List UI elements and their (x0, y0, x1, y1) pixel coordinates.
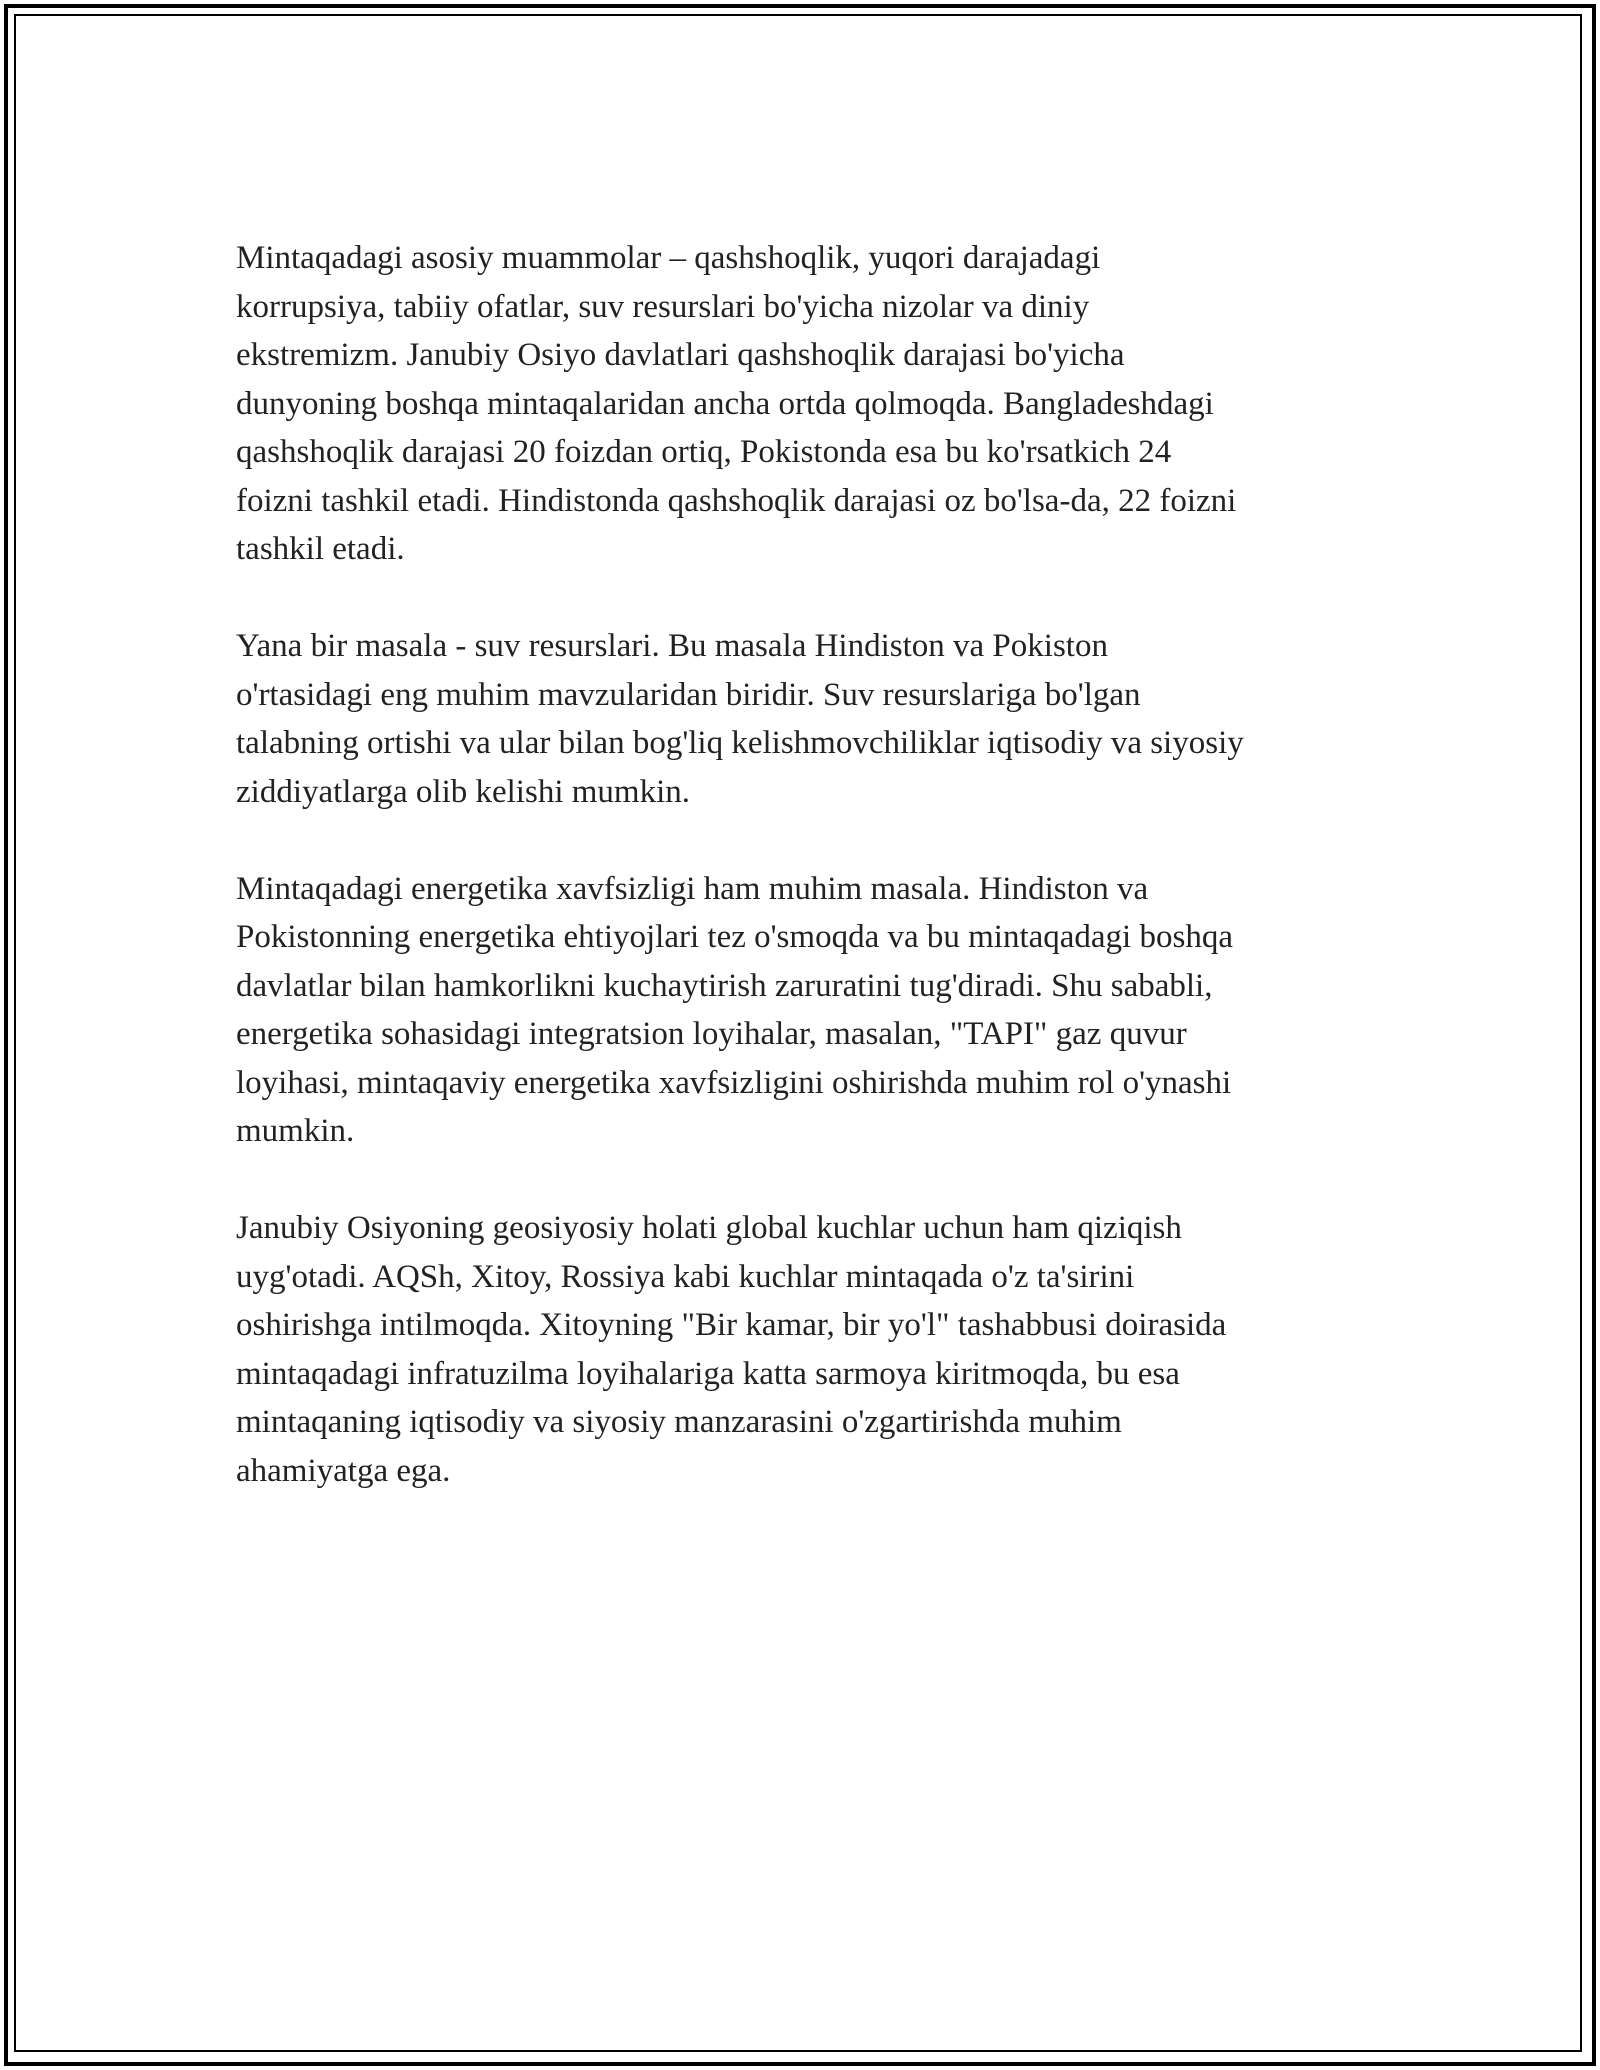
text-line: Mintaqadagi asosiy muammolar – qashshoqlik, yuqori darajadagi (236, 240, 1101, 276)
text-line: o'rtasidagi eng muhim mavzularidan biridir. Suv resurslariga bo'lgan (236, 676, 1141, 713)
paragraph-energy-security (236, 865, 1376, 1156)
text-line: tashkil etadi. (236, 531, 405, 567)
text-line: mintaqadagi infratuzilma loyihalariga katta sarmoya kiritmoqda, bu esa (236, 1355, 1180, 1392)
text-line: mintaqaning iqtisodiy va siyosiy manzarasini o'zgartirishda muhim (236, 1404, 1122, 1440)
text-line: korrupsiya, tabiiy ofatlar, suv resurslari bo'yicha nizolar va diniy (236, 288, 1090, 325)
paragraph-poverty (236, 234, 1376, 574)
text-line: mumkin. (236, 1113, 355, 1149)
text-line: Pokistonning energetika ehtiyojlari tez o'smoqda va bu mintaqadagi boshqa (236, 919, 1233, 955)
text-line: talabning ortishi va ular bilan bog'liq kelishmovchiliklar iqtisodiy va siyosiy (236, 725, 1244, 761)
text-line: energetika sohasidagi integratsion loyihalar, masalan, "TAPI" gaz quvur (236, 1016, 1187, 1052)
text-line: Mintaqadagi energetika xavfsizligi ham muhim masala. Hindiston va (236, 870, 1149, 907)
text-line: ekstremizm. Janubiy Osiyo davlatlari qashshoqlik darajasi bo'yicha (236, 337, 1125, 373)
text-line: loyihasi, mintaqaviy energetika xavfsizligini oshirishda muhim rol o'ynashi (236, 1064, 1232, 1101)
document-body (236, 234, 1376, 1544)
text-line: uyg'otadi. AQSh, Xitoy, Rossiya kabi kuchlar mintaqada o'z ta'sirini (236, 1258, 1135, 1295)
paragraph-water-resources (236, 622, 1376, 816)
text-line: Yana bir masala - suv resurslari. Bu masala Hindiston va Pokiston (236, 628, 1108, 664)
text-line: foizni tashkil etadi. Hindistonda qashshoqlik darajasi oz bo'lsa-da, 22 foizni (236, 482, 1237, 519)
text-line: ahamiyatga ega. (236, 1452, 451, 1489)
text-line: ziddiyatlarga olib kelishi mumkin. (236, 773, 690, 810)
text-line: dunyoning boshqa mintaqalaridan ancha ortda qolmoqda. Bangladeshdagi (236, 385, 1214, 422)
text-line: oshirishga intilmoqda. Xitoyning "Bir kamar, bir yo'l" tashabbusi doirasida (236, 1307, 1227, 1343)
text-line: davlatlar bilan hamkorlikni kuchaytirish zaruratini tug'diradi. Shu sababli, (236, 967, 1213, 1004)
paragraph-geopolitics (236, 1204, 1376, 1495)
text-line: Janubiy Osiyoning geosiyosiy holati global kuchlar uchun ham qiziqish (236, 1210, 1182, 1246)
text-line: qashshoqlik darajasi 20 foizdan ortiq, Pokistonda esa bu ko'rsatkich 24 (236, 434, 1172, 470)
